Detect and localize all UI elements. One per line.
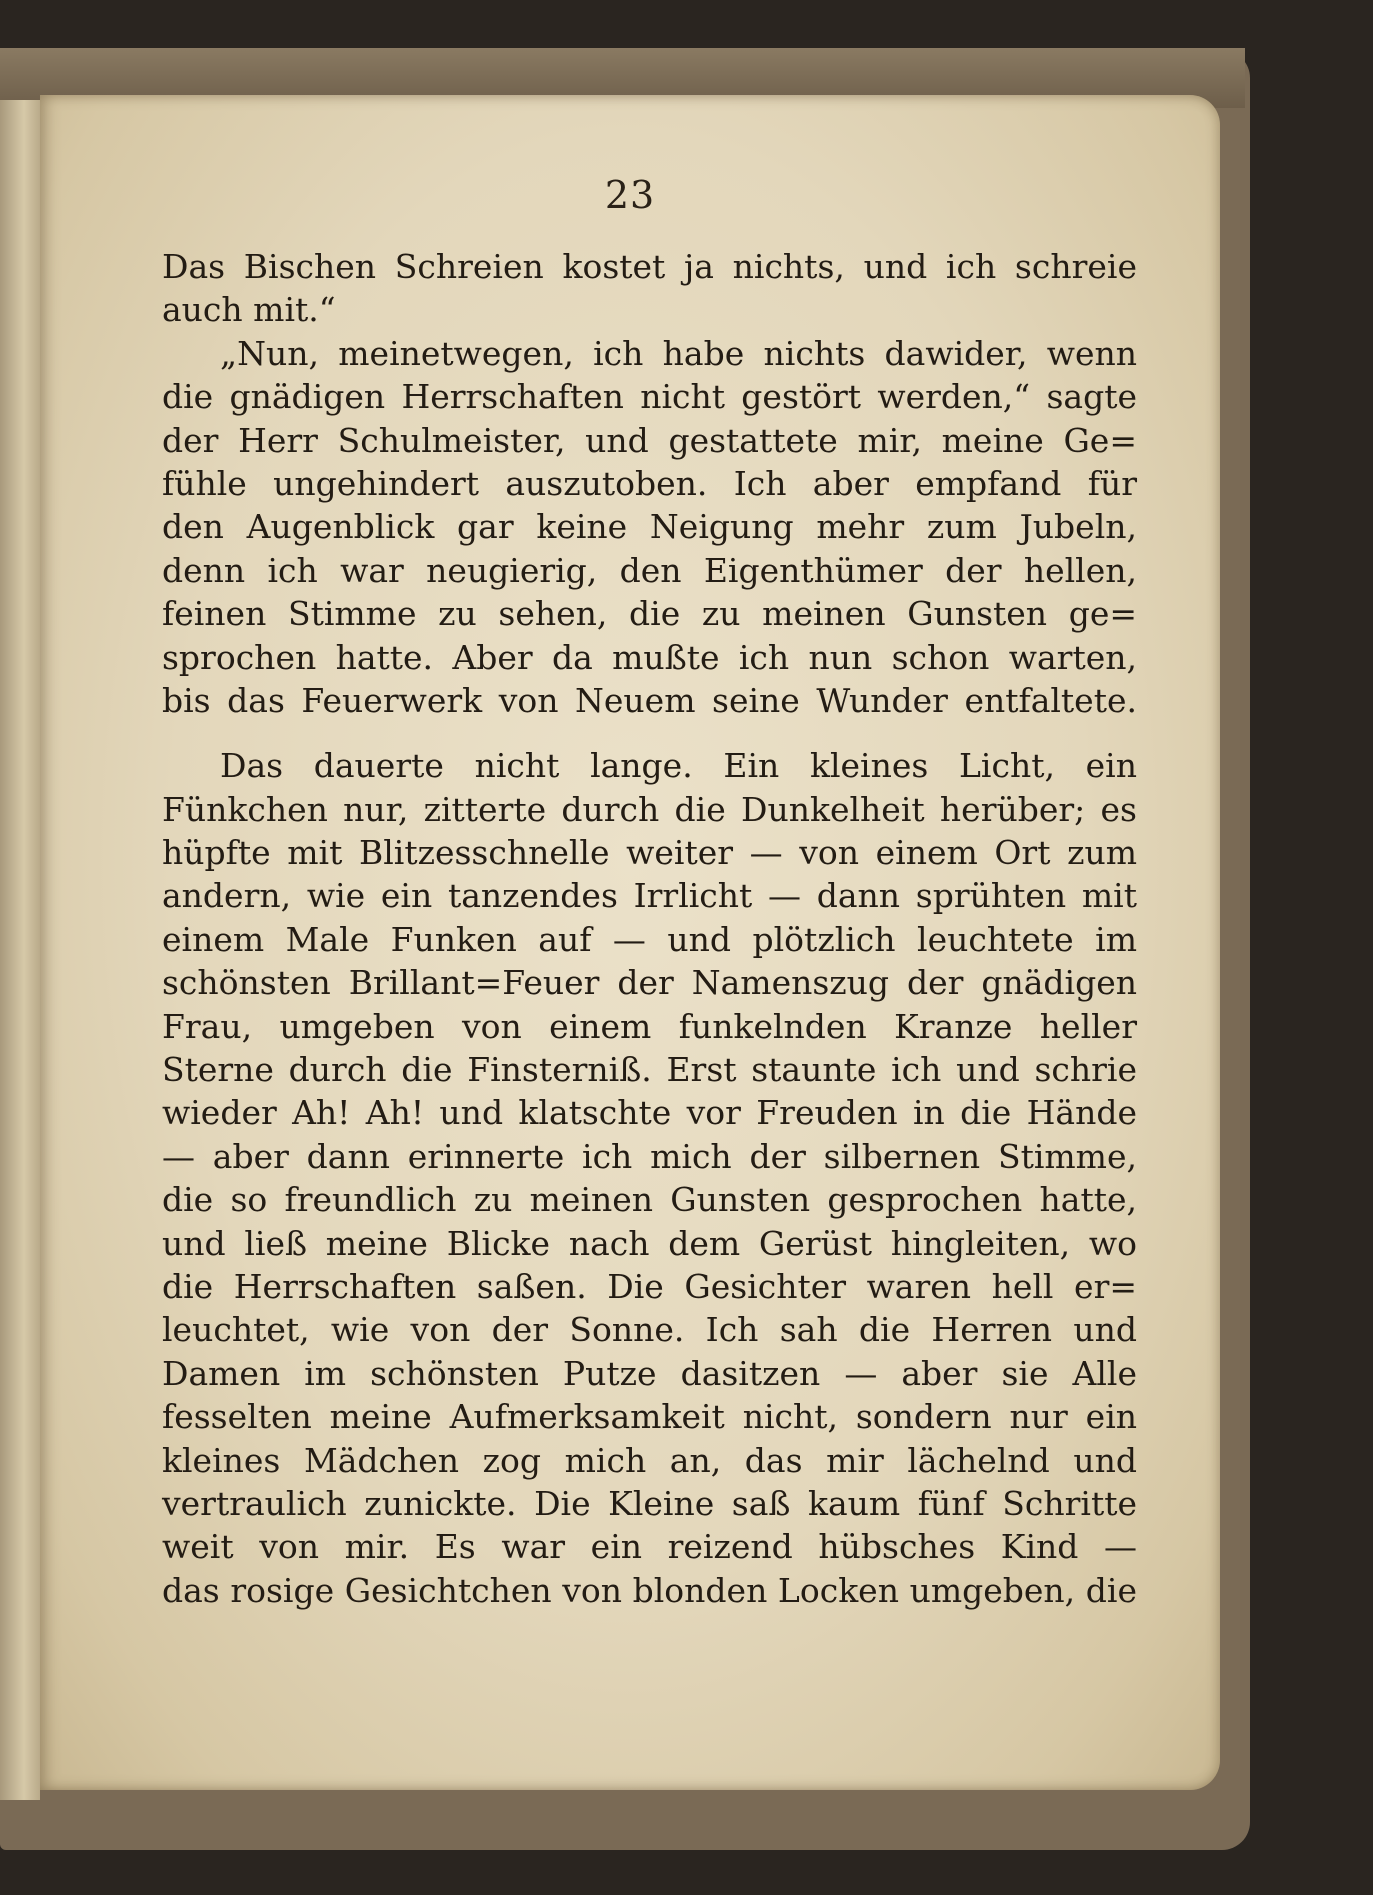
text-line: fesselten meine Aufmerksamkeit nicht, sondern nur ein: [162, 1397, 1137, 1437]
text-line: Fünkchen nur, zitterte durch die Dunkelheit herüber; es: [162, 789, 1137, 829]
text-line: feinen Stimme zu sehen, die zu meinen Gunsten ge=: [162, 594, 1137, 634]
text-line: auch mit.“: [162, 290, 336, 330]
text-line: andern, wie ein tanzendes Irrlicht — dann sprühten mit: [162, 876, 1137, 916]
text-line: weit von mir. Es war ein reizend hübsches Kind —: [162, 1527, 1137, 1567]
text-line: schönsten Brillant=Feuer der Namenszug der gnädigen: [162, 963, 1137, 1003]
facing-page-edge: [0, 100, 40, 1800]
text-line: Frau, umgeben von einem funkelnden Kranze heller: [162, 1006, 1137, 1046]
text-line: fühle ungehindert auszutoben. Ich aber empfand für: [162, 463, 1137, 503]
text-line: den Augenblick gar keine Neigung mehr zum Jubeln,: [162, 507, 1137, 547]
text-line: die gnädigen Herrschaften nicht gestört werden,“ sagte: [162, 377, 1137, 417]
text-line: hüpfte mit Blitzesschnelle weiter — von einem Ort zum: [162, 833, 1137, 873]
text-line: — aber dann erinnerte ich mich der silbernen Stimme,: [162, 1136, 1137, 1176]
text-line: wieder Ah! Ah! und klatschte vor Freuden in die Hände: [162, 1093, 1137, 1133]
text-line: bis das Feuerwerk von Neuem seine Wunder entfaltete.: [162, 680, 1137, 720]
page-sheet: [40, 95, 1220, 1790]
page-number: 23: [604, 173, 656, 217]
text-line: der Herr Schulmeister, und gestattete mir, meine Ge=: [162, 420, 1137, 460]
text-line: Das Bischen Schreien kostet ja nichts, und ich schreie: [162, 247, 1137, 286]
text-line: und ließ meine Blicke nach dem Gerüst hingleiten, wo: [162, 1223, 1137, 1263]
text-line: denn ich war neugierig, den Eigenthümer der hellen,: [162, 550, 1137, 590]
text-line: Damen im schönsten Putze dasitzen — aber sie Alle: [162, 1353, 1137, 1393]
body-text: [162, 245, 1137, 1612]
text-line: Das dauerte nicht lange. Ein kleines Licht, ein: [220, 746, 1137, 786]
text-line: die so freundlich zu meinen Gunsten gesprochen hatte,: [162, 1180, 1137, 1220]
text-line: einem Male Funken auf — und plötzlich leuchtete im: [162, 919, 1137, 959]
text-line: das rosige Gesichtchen von blonden Locken umgeben, die: [162, 1570, 1137, 1610]
text-line: „Nun, meinetwegen, ich habe nichts dawider, wenn: [220, 333, 1137, 373]
paragraph-gap: [162, 722, 1137, 744]
text-line: leuchtet, wie von der Sonne. Ich sah die Herren und: [162, 1310, 1137, 1350]
text-line: vertraulich zunickte. Die Kleine saß kaum fünf Schritte: [162, 1483, 1137, 1523]
text-line: Sterne durch die Finsterniß. Erst staunte ich und schrie: [162, 1050, 1137, 1090]
text-line: die Herrschaften saßen. Die Gesichter waren hell er=: [162, 1266, 1137, 1306]
text-line: kleines Mädchen zog mich an, das mir lächelnd und: [162, 1440, 1137, 1480]
text-line: sprochen hatte. Aber da mußte ich nun schon warten,: [162, 637, 1137, 677]
